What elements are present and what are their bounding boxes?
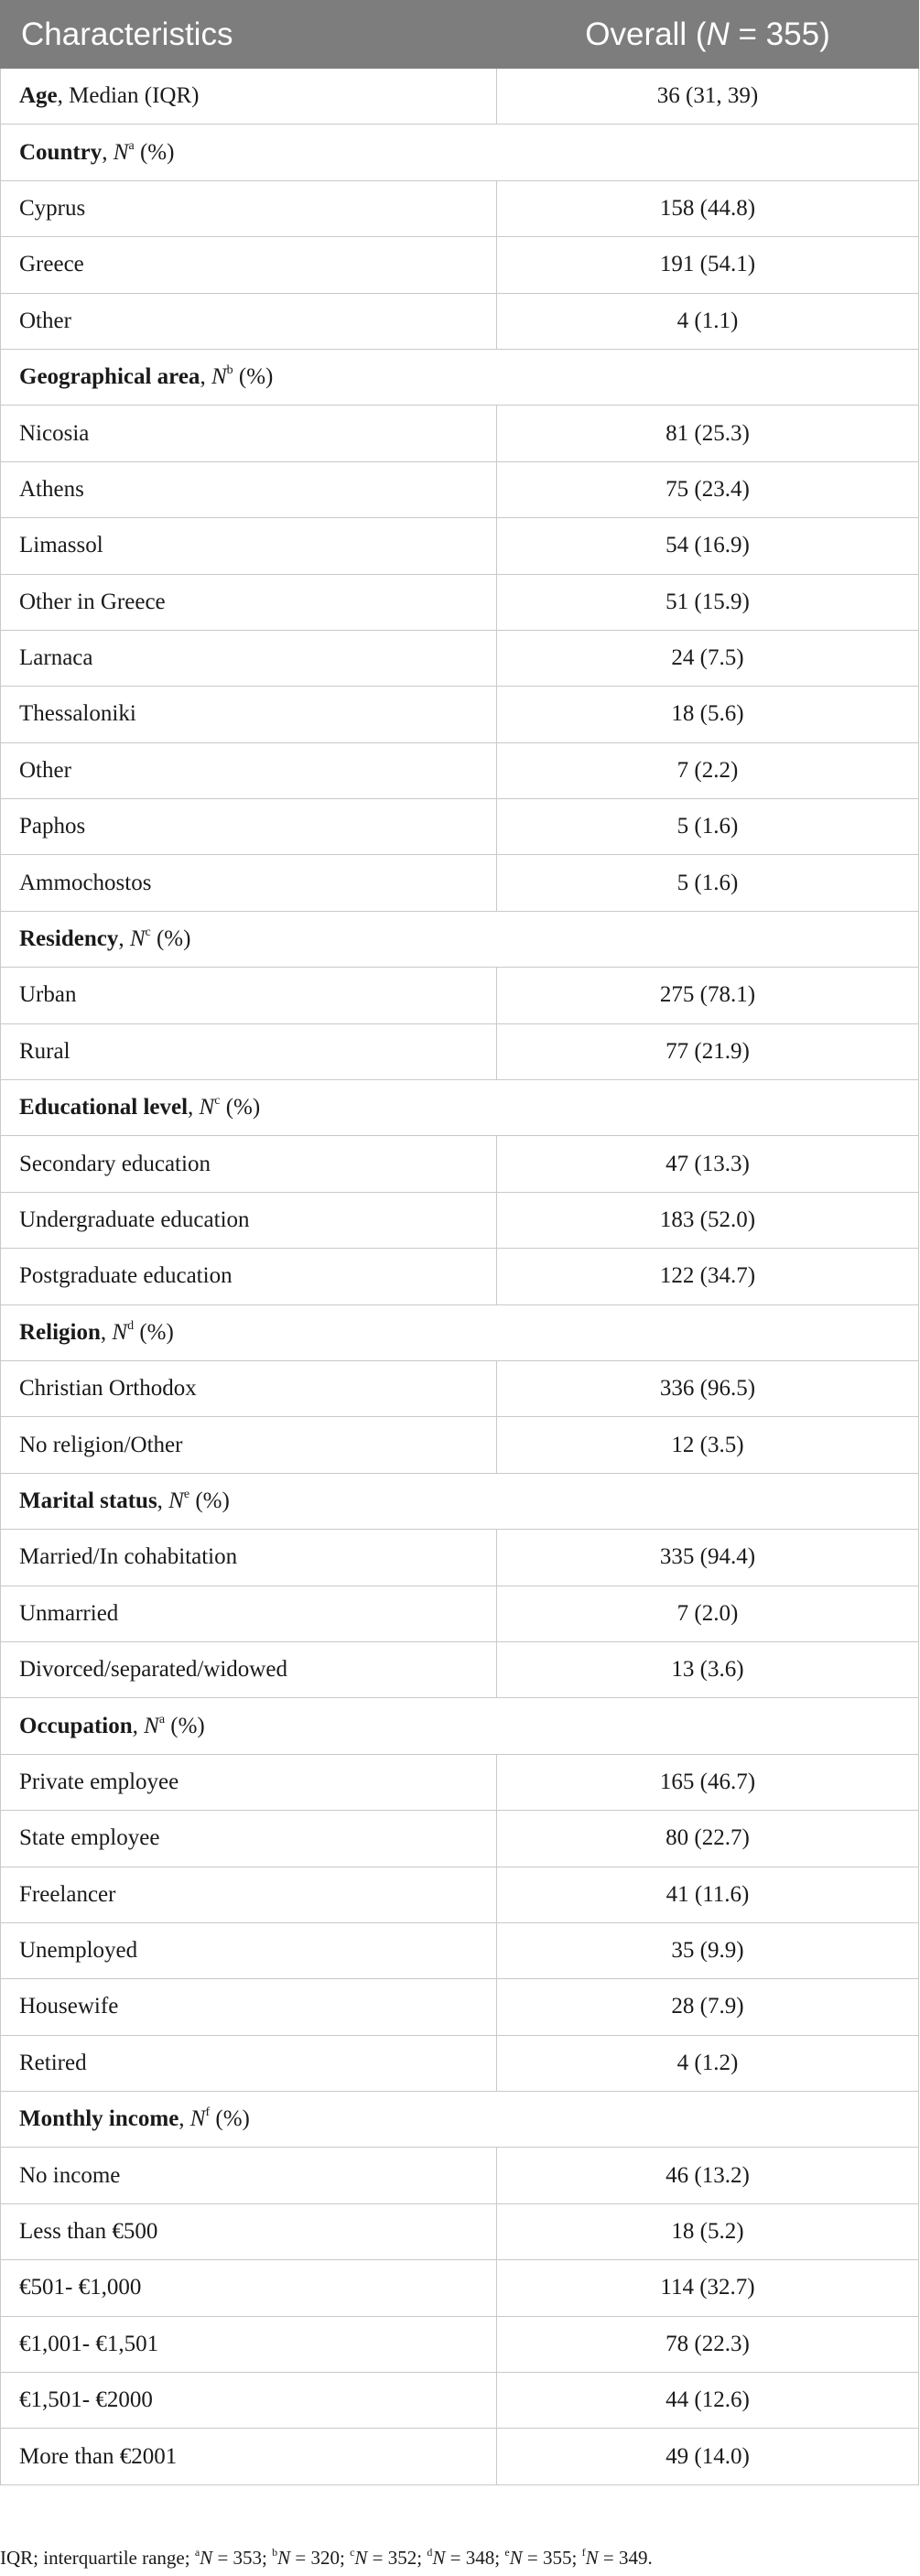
row-value: 335 (94.4) [497, 1530, 919, 1586]
header-overall-prefix: Overall ( [585, 16, 707, 52]
section-title-bold: Monthly income [19, 2106, 179, 2132]
footnote-superscript: c [350, 2546, 355, 2559]
table-row [1, 2260, 919, 2316]
row-value: 44 (12.6) [497, 2373, 919, 2429]
section-title-comma: , [200, 364, 211, 390]
row-value: 183 (52.0) [497, 1192, 919, 1248]
section-title [1, 1080, 919, 1136]
row-label: Married/In cohabitation [1, 1530, 497, 1586]
table-row [1, 180, 919, 236]
table-row [1, 2373, 919, 2429]
table-row [1, 968, 919, 1023]
footnote-superscript: a [194, 2546, 200, 2559]
table-header-row [1, 1, 919, 69]
age-label-bold: Age [19, 83, 58, 109]
table-row [1, 1641, 919, 1697]
table-row [1, 1979, 919, 2035]
footnote-n: N [354, 2547, 368, 2569]
table-row [1, 2035, 919, 2091]
section-title-bold: Religion [19, 1319, 101, 1345]
header-overall-n: N [706, 16, 730, 52]
footnote-superscript: b [272, 2546, 278, 2559]
row-value: 5 (1.6) [497, 799, 919, 855]
table-row [1, 461, 919, 517]
section-n-superscript: a [158, 1712, 166, 1726]
row-label: Nicosia [1, 406, 497, 461]
section-suffix: (%) [150, 926, 191, 952]
footnote-text: = 320; [290, 2547, 351, 2569]
row-value: 54 (16.9) [497, 518, 919, 574]
row-label: No income [1, 2148, 497, 2203]
row-value: 5 (1.6) [497, 855, 919, 911]
section-title-bold: Geographical area [19, 364, 200, 390]
footnote-n: N [277, 2547, 291, 2569]
row-value: 13 (3.6) [497, 1641, 919, 1697]
section-n-superscript: a [128, 138, 135, 153]
row-label: Rural [1, 1023, 497, 1079]
row-label: Christian Orthodox [1, 1360, 497, 1416]
row-label: €1,001- €1,501 [1, 2316, 497, 2372]
section-title [1, 124, 919, 180]
row-value: 275 (78.1) [497, 968, 919, 1023]
section-n-superscript: f [205, 2105, 211, 2120]
table-row [1, 1811, 919, 1867]
age-value: 36 (31, 39) [497, 69, 919, 124]
section-title-comma: , [157, 1488, 169, 1513]
row-value: 4 (1.2) [497, 2035, 919, 2091]
row-label: Unemployed [1, 1922, 497, 1978]
table-row [1, 2316, 919, 2372]
row-label: Undergraduate education [1, 1192, 497, 1248]
header-overall [497, 1, 919, 69]
row-label: Housewife [1, 1979, 497, 2035]
row-value: 28 (7.9) [497, 1979, 919, 2035]
footnote-prefix: IQR; interquartile range; [0, 2547, 195, 2569]
section-header-row [1, 124, 919, 180]
row-label: More than €2001 [1, 2429, 497, 2484]
section-n-superscript: e [183, 1487, 190, 1501]
row-value: 41 (11.6) [497, 1867, 919, 1922]
row-value: 18 (5.2) [497, 2203, 919, 2259]
section-title-comma: , [100, 1319, 113, 1345]
row-value: 191 (54.1) [497, 237, 919, 293]
row-value: 81 (25.3) [497, 406, 919, 461]
header-overall-suffix: = 355) [729, 16, 830, 52]
section-title-bold: Country [19, 139, 103, 165]
row-value: 336 (96.5) [497, 1360, 919, 1416]
row-label: Thessaloniki [1, 687, 497, 742]
section-title-bold: Occupation [19, 1713, 133, 1738]
table-row [1, 237, 919, 293]
section-suffix: (%) [189, 1488, 230, 1513]
table-row [1, 799, 919, 855]
table-footnote [0, 2547, 918, 2570]
section-header-row [1, 1304, 919, 1360]
age-label [1, 69, 497, 124]
footnote-text: = 352; [367, 2547, 428, 2569]
footnote-superscript: e [504, 2546, 510, 2559]
section-n-superscript: b [226, 363, 233, 378]
section-title [1, 911, 919, 967]
table-row [1, 1023, 919, 1079]
section-title-bold: Residency [19, 926, 119, 952]
row-label: Greece [1, 237, 497, 293]
row-value: 4 (1.1) [497, 293, 919, 349]
section-header-row [1, 2092, 919, 2148]
table-row [1, 687, 919, 742]
table-row [1, 293, 919, 349]
section-header-row [1, 1698, 919, 1754]
section-n-label: N [199, 1095, 215, 1120]
section-suffix: (%) [134, 139, 175, 165]
footnote-superscript: d [427, 2546, 433, 2559]
section-n-label: N [168, 1488, 184, 1513]
header-characteristics: Characteristics [1, 1, 497, 69]
section-title-comma: , [102, 139, 114, 165]
row-label: State employee [1, 1811, 497, 1867]
age-label-rest: , Median (IQR) [57, 83, 200, 109]
row-label: Larnaca [1, 630, 497, 686]
section-title-comma: , [132, 1713, 145, 1738]
footnote-n: N [432, 2547, 446, 2569]
table-row [1, 742, 919, 798]
footnote-text: = 348; [445, 2547, 505, 2569]
row-label: Ammochostos [1, 855, 497, 911]
row-label: Other [1, 293, 497, 349]
footnote-n: N [200, 2547, 213, 2569]
section-title [1, 349, 919, 405]
table-row [1, 2148, 919, 2203]
row-value: 47 (13.3) [497, 1136, 919, 1192]
table-row-age [1, 69, 919, 124]
row-value: 12 (3.5) [497, 1417, 919, 1473]
section-suffix: (%) [134, 1319, 174, 1345]
footnote-text: = 355; [522, 2547, 582, 2569]
section-suffix: (%) [165, 1713, 205, 1738]
row-label: €501- €1,000 [1, 2260, 497, 2316]
table-row [1, 406, 919, 461]
row-label: Unmarried [1, 1586, 497, 1641]
row-value: 80 (22.7) [497, 1811, 919, 1867]
table-row [1, 1754, 919, 1810]
row-label: Retired [1, 2035, 497, 2091]
row-value: 7 (2.0) [497, 1586, 919, 1641]
section-title [1, 1698, 919, 1754]
table-row [1, 1586, 919, 1641]
table-row [1, 2429, 919, 2484]
row-label: Athens [1, 461, 497, 517]
row-label: Cyprus [1, 180, 497, 236]
row-label: Private employee [1, 1754, 497, 1810]
section-header-row [1, 1080, 919, 1136]
section-header-row [1, 349, 919, 405]
footnote-text: = 349. [598, 2547, 653, 2569]
section-n-label: N [211, 364, 227, 390]
table-row [1, 1136, 919, 1192]
section-n-label: N [144, 1713, 159, 1738]
row-value: 122 (34.7) [497, 1249, 919, 1304]
row-value: 78 (22.3) [497, 2316, 919, 2372]
table-row [1, 630, 919, 686]
row-label: Postgraduate education [1, 1249, 497, 1304]
row-value: 49 (14.0) [497, 2429, 919, 2484]
section-suffix: (%) [233, 364, 274, 390]
row-value: 24 (7.5) [497, 630, 919, 686]
row-label: Freelancer [1, 1867, 497, 1922]
table-row [1, 1360, 919, 1416]
section-suffix: (%) [210, 2106, 250, 2132]
section-n-label: N [112, 1319, 128, 1345]
section-n-superscript: c [214, 1094, 221, 1109]
section-title [1, 1473, 919, 1529]
section-n-label: N [129, 926, 146, 952]
row-value: 77 (21.9) [497, 1023, 919, 1079]
section-title-comma: , [188, 1095, 200, 1120]
table-row [1, 574, 919, 630]
table-body [1, 69, 919, 2485]
footnote-text: = 353; [212, 2547, 273, 2569]
table-row [1, 1192, 919, 1248]
footnote-n: N [509, 2547, 523, 2569]
table-row [1, 2203, 919, 2259]
row-label: Other [1, 742, 497, 798]
section-header-row [1, 1473, 919, 1529]
row-value: 165 (46.7) [497, 1754, 919, 1810]
row-label: Urban [1, 968, 497, 1023]
row-label: Paphos [1, 799, 497, 855]
row-label: Other in Greece [1, 574, 497, 630]
section-n-superscript: d [127, 1318, 135, 1333]
section-title-comma: , [179, 2106, 190, 2132]
table-row [1, 1249, 919, 1304]
section-header-row [1, 911, 919, 967]
table-row [1, 518, 919, 574]
section-title [1, 1304, 919, 1360]
row-value: 7 (2.2) [497, 742, 919, 798]
section-title-bold: Marital status [19, 1488, 157, 1513]
row-value: 75 (23.4) [497, 461, 919, 517]
table-row [1, 1417, 919, 1473]
section-title-bold: Educational level [19, 1095, 189, 1120]
row-value: 114 (32.7) [497, 2260, 919, 2316]
row-label: €1,501- €2000 [1, 2373, 497, 2429]
table-row [1, 1922, 919, 1978]
row-label: Secondary education [1, 1136, 497, 1192]
section-n-label: N [189, 2106, 206, 2132]
table-row [1, 1867, 919, 1922]
footnote-superscript: f [581, 2546, 586, 2559]
row-label: Divorced/separated/widowed [1, 1641, 497, 1697]
row-label: Less than €500 [1, 2203, 497, 2259]
row-label: Limassol [1, 518, 497, 574]
table-row [1, 855, 919, 911]
row-value: 18 (5.6) [497, 687, 919, 742]
section-suffix: (%) [220, 1095, 261, 1120]
section-title [1, 2092, 919, 2148]
section-n-label: N [113, 139, 129, 165]
footnote-n: N [585, 2547, 599, 2569]
row-value: 35 (9.9) [497, 1922, 919, 1978]
row-value: 158 (44.8) [497, 180, 919, 236]
section-n-superscript: c [145, 925, 151, 940]
section-title-comma: , [118, 926, 130, 952]
row-label: No religion/Other [1, 1417, 497, 1473]
table-row [1, 1530, 919, 1586]
row-value: 46 (13.2) [497, 2148, 919, 2203]
row-value: 51 (15.9) [497, 574, 919, 630]
